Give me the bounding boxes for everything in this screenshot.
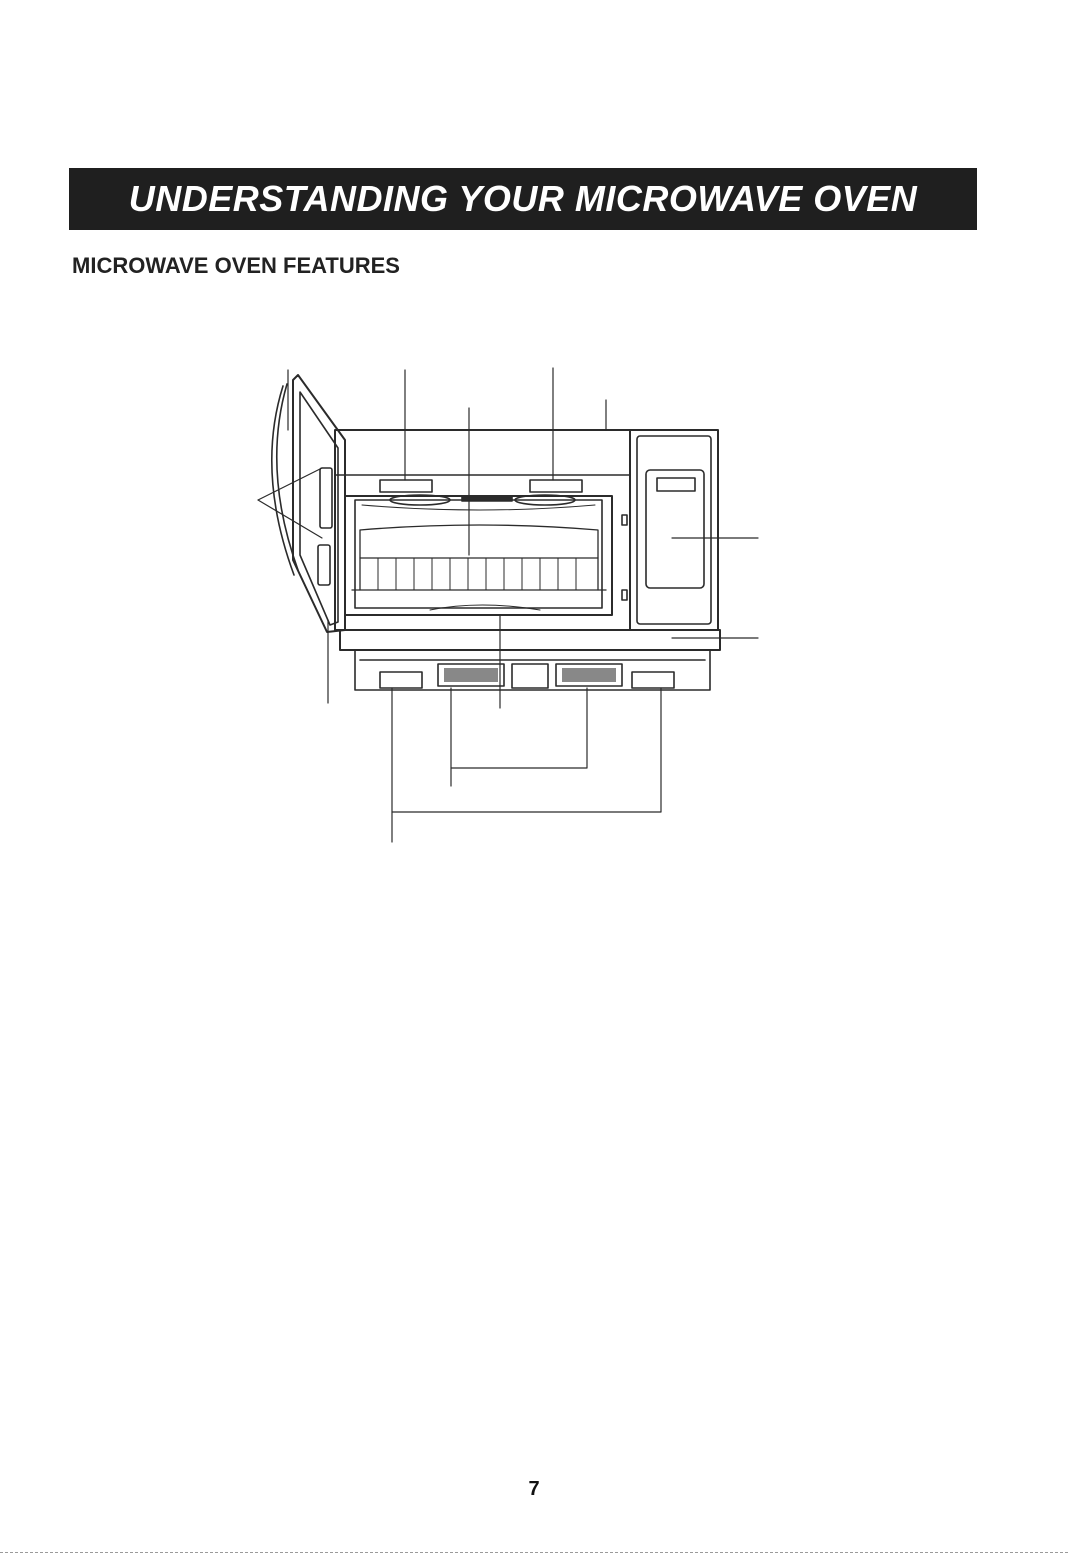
control-panel xyxy=(622,430,718,630)
callout-lines xyxy=(258,368,758,842)
oven-cavity xyxy=(345,495,612,615)
section-subtitle: MICROWAVE OVEN FEATURES xyxy=(72,253,400,278)
page-number: 7 xyxy=(528,1478,540,1500)
oven-base xyxy=(340,630,720,690)
cooktop-light-left xyxy=(380,672,422,688)
cooktop-light-right xyxy=(632,672,674,688)
section-title: UNDERSTANDING YOUR MICROWAVE OVEN xyxy=(128,178,918,219)
oven-body xyxy=(335,430,630,630)
bottom-divider xyxy=(0,1552,1068,1553)
cooking-rack xyxy=(352,525,606,610)
